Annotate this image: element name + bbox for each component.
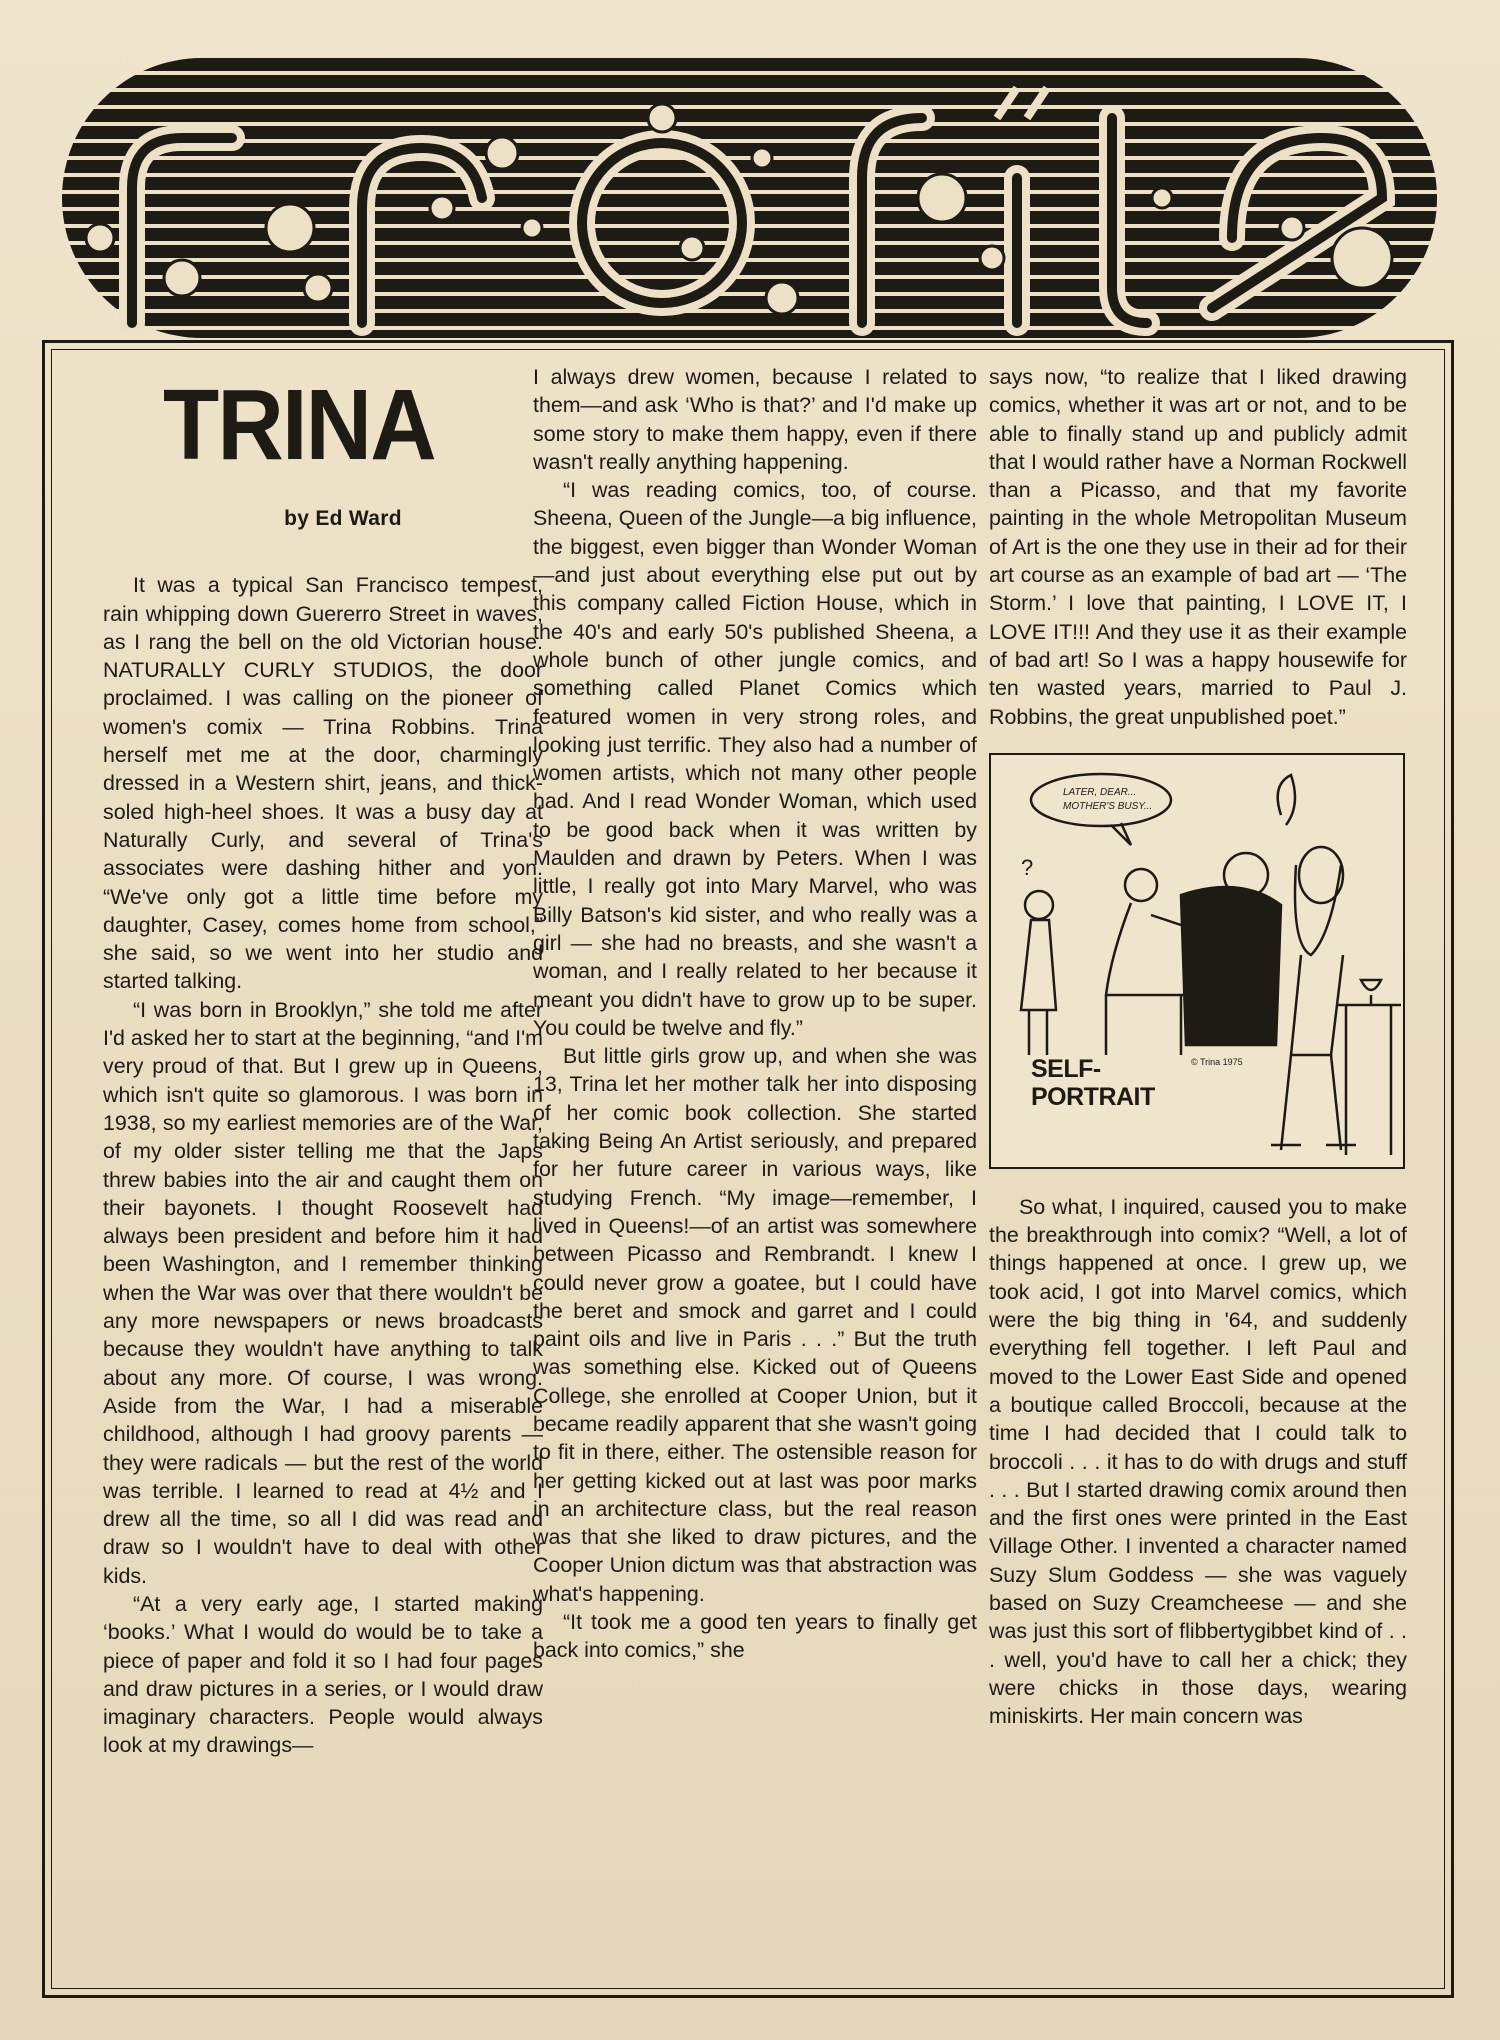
self-portrait-illustration [989,753,1405,1169]
speech-line-2: MOTHER'S BUSY... [1063,800,1153,812]
paragraph: So what, I inquired, caused you to make the breakthrough into comix? “Well, a lot of things happened at once. I grew up, we took acid, I got into Marvel comics, which were the big thing in '64, and suddenly everything fell together. I left Paul and moved to the Lower East Side and opened a boutique called Broccoli, because at the time I had decided that I could talk to broccoli . . . it has to do with drugs and stuff . . . But I started drawing comix around then and the first ones were printed in the East Village Other. I invented a character named Suzy Slum Goddess — she was vaguely based on Suzy Creamcheese — and she was just this sort of flibbertygibbet kind of . . . well, you'd have to call her a chick; they were chicks in those days, wearing miniskirts. Her main concern was [989,1194,1407,1729]
profile-banner-art [62,58,1437,338]
caption-line-2: PORTRAIT [1031,1082,1155,1111]
column-1 [103,343,543,1981]
column-2 [533,363,977,1981]
paragraph: It was a typical San Francisco tempest, rain whipping down Guererro Street in waves, as I rang the bell on the old Victorian house. NATURALLY CURLY STUDIOS, the door proclaimed. I was calling on the pioneer of women's comix — Trina Robbins. Trina herself met me at the door, charmingly dressed in a Western shirt, jeans, and thick-soled high-heel shoes. It was a busy day at Naturally Curly, and several of Trina's associates were dashing hither and yon. “We've only got a little time before my daughter, Casey, comes home from school,” she said, so we went into her studio and started talking. [103,573,543,994]
profile-banner [62,58,1437,338]
paragraph: says now, “to realize that I liked drawing comics, whether it was art or not, and to be able to finally stand up and publicly admit that I would rather have a Norman Rockwell than a Picasso, and that my favorite painting in the whole Metropolitan Museum of Art is the one they use in their ad for their art course as an example of bad art — ‘The Storm.’ I love that painting, I LOVE IT, I LOVE IT!!! And they use it as their example of bad art! So I was a happy housewife for ten wasted years, married to Paul J. Robbins, the great unpublished poet.” [989,365,1407,729]
illustration-caption [1031,1055,1155,1111]
paragraph: “I was born in Brooklyn,” she told me after I'd asked her to start at the beginning, “and I'm very proud of that. But I grew up in Queens, which isn't quite so glamorous. I was born in 1938, so my earliest memories are of the War, of my older sister telling me that the Japs threw babies into the air and caught them on their bayonets. I thought Roosevelt had always been president and before him it had been Washington, and I remember thinking when the War was over that there wouldn't be any more newspapers or news broadcasts because they wouldn't have anything to talk about any more. Of course, I was wrong. Aside from the War, I had a miserable childhood, although I had groovy parents — they were radicals — but the rest of the world was terrible. I learned to read at 4½ and I drew all the time, so all I did was read and draw so I wouldn't have to deal with other kids. [103,997,543,1588]
paragraph: I always drew women, because I related to them—and ask ‘Who is that?’ and I'd make up some story to make them happy, even if there wasn't really anything happening. [533,365,977,474]
column-3 [989,363,1407,1981]
paragraph: “At a very early age, I started making ‘books.’ What I would do would be to take a piece of paper and fold it so I had four pages and draw pictures in a series, or I would draw imaginary characters. People would always look at my drawings— [103,1591,543,1758]
artist-signature: © Trina 1975 [1191,1056,1243,1067]
paragraph: But little girls grow up, and when she was 13, Trina let her mother talk her into disposing of her comic book collection. She started taking Being An Artist seriously, and prepared for her future career in various ways, like studying French. “My image—remember, I lived in Queens!—of an artist was somewhere between Picasso and Rembrandt. I knew I could never grow a goatee, but I could have the beret and smock and garret and I could paint oils and live in Paris . . .” But the truth was something else. Kicked out of Queens College, she enrolled at Cooper Union, but it became readily apparent that she wasn't going to fit in there, either. The ostensible reason for her getting kicked out at last was poor marks in an architecture class, but the real reason was that she liked to draw pictures, and the Cooper Union dictum was that abstraction was what's happening. [533,1044,977,1606]
headline: TRINA [163,369,435,481]
paragraph: “I was reading comics, too, of course. Sheena, Queen of the Jungle—a big influence, the biggest, even bigger than Wonder Woman—and just about everything else put out by this company called Fiction House, which in the 40's and early 50's published Sheena, a whole bunch of other jungle comics, and something called Planet Comics which featured women in very strong roles, and looking just terrific. They also had a number of women artists, which not many other people had. And I read Wonder Woman, which used to be good back when it was written by Maulden and drawn by Peters. When I was little, I really got into Mary Marvel, who was Billy Batson's kid sister, and who really was a girl — she had no breasts, and she wasn't a woman, and I really related to her because it meant you didn't have to grow up to be super. You could be twelve and fly.” [533,478,977,1040]
caption-line-1: SELF- [1031,1054,1101,1083]
article-frame [42,340,1454,1998]
byline: by Ed Ward [284,507,402,530]
speech-line-1: LATER, DEAR... [1063,786,1137,798]
question-mark: ? [1021,854,1034,880]
paragraph: “It took me a good ten years to finally get back into comics,” she [533,1610,977,1663]
